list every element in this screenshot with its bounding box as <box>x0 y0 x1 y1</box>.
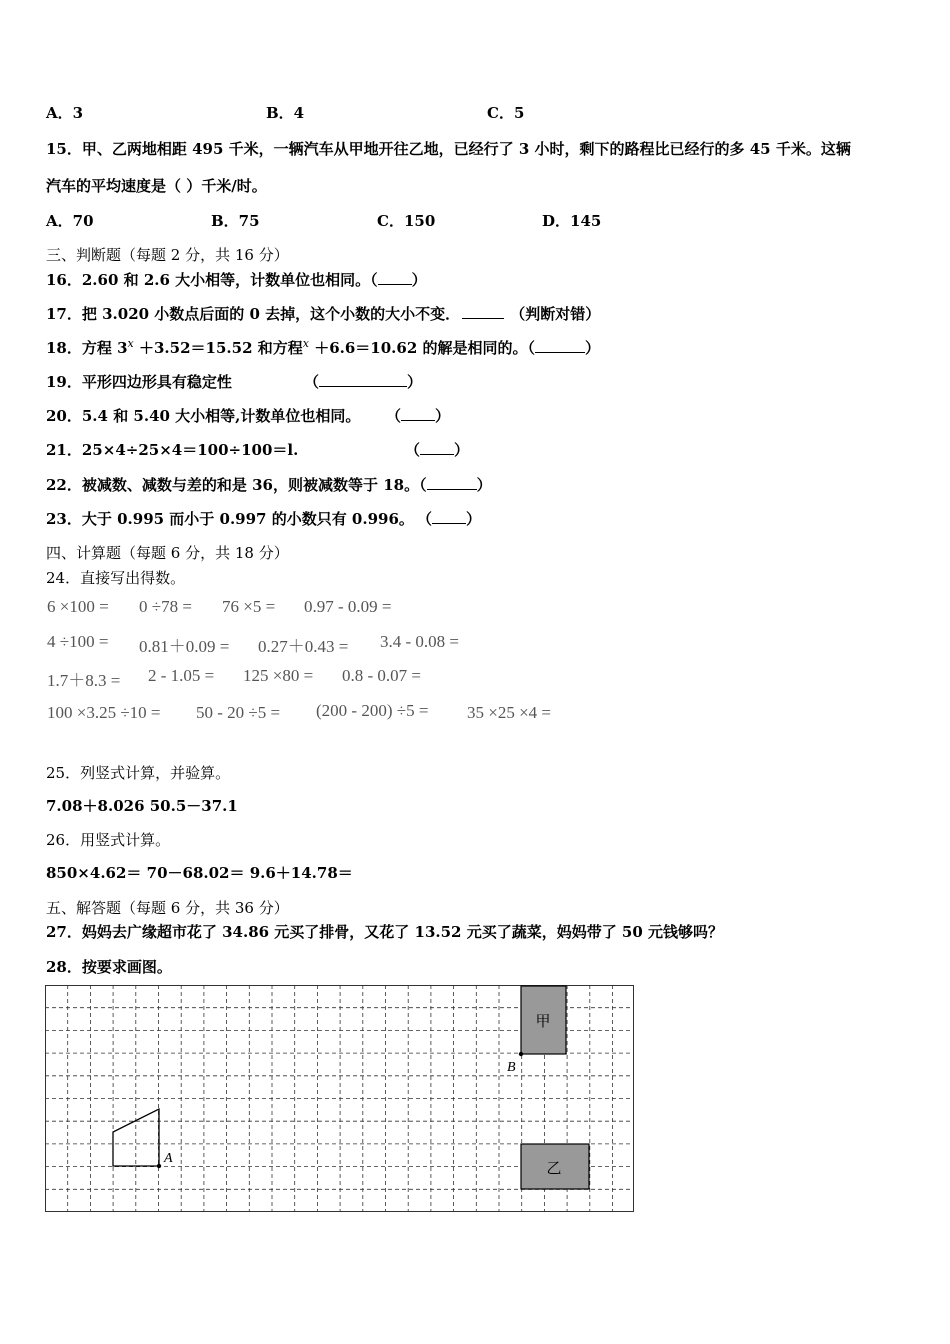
q23-close: ） <box>466 510 482 528</box>
q18 <box>46 337 600 358</box>
q24-title: 24．直接写出得数。 <box>46 569 186 587</box>
q25-exprs: 7.08＋8.026 50.5－37.1 <box>46 797 238 815</box>
q21-close: ） <box>454 441 470 459</box>
q14-options <box>46 102 83 123</box>
q15-line1: 15．甲、乙两地相距 495 千米，一辆汽车从甲地开往乙地，已经行了 3 小时，剩下的路程比已经行的多 45 千米。这辆 <box>46 140 851 158</box>
q23-text: 23．大于 0.995 而小于 0.997 的小数只有 0.996。 <box>46 510 414 528</box>
q18-part1: 18．方程 3 <box>46 339 128 357</box>
point-b-dot <box>519 1052 523 1056</box>
q18-var2: x <box>302 337 309 350</box>
q15-option-b: B．75 <box>211 212 260 230</box>
q15-option-c: C．150 <box>377 212 436 230</box>
q22-text: 22．被减数、减数与差的和是 36，则被减数等于 18。（ <box>46 476 427 494</box>
q19-text: 19．平形四边形具有稳定性 <box>46 373 232 391</box>
q26-exprs: 850×4.62＝ 70－68.02＝ 9.6＋14.78＝ <box>46 864 353 882</box>
q18-close: ） <box>584 339 600 357</box>
section-3-title: 三、判断题（每题 2 分，共 16 分） <box>46 246 289 264</box>
q25-title: 25．列竖式计算，并验算。 <box>46 764 231 782</box>
calc-r2-c2: 0.81＋0.09 = <box>139 637 230 656</box>
q27-text: 27．妈妈去广缘超市花了 34.86 元买了排骨，又花了 13.52 元买了蔬菜，妈妈带了 50 元钱够吗？ <box>46 923 724 941</box>
q20-close: ） <box>435 407 451 425</box>
q15-option-d: D．145 <box>542 212 602 230</box>
calc-r3-c1: 1.7＋8.3 = <box>47 671 121 690</box>
calc-r2-c4: 3.4 - 0.08 = <box>380 632 459 651</box>
calc-r1-c3: 76 ×5 = <box>222 597 276 616</box>
q21-open: （ <box>405 441 421 459</box>
q22-close: ） <box>476 476 492 494</box>
q20-answer <box>386 405 450 426</box>
calc-r4-c1: 100 ×3.25 ÷10 = <box>47 703 161 722</box>
section-4-title: 四、计算题（每题 6 分，共 18 分） <box>46 544 289 562</box>
q17 <box>46 303 600 324</box>
q19-answer <box>304 371 422 392</box>
q19-blank[interactable] <box>319 374 407 387</box>
calc-r2-c3: 0.27＋0.43 = <box>258 637 349 656</box>
q16-blank[interactable] <box>378 272 412 285</box>
drawing-grid <box>45 985 635 1213</box>
trapezoid-shape <box>113 1109 159 1166</box>
calc-r3-c3: 125 ×80 = <box>243 666 314 685</box>
calc-r1-c2: 0 ÷78 = <box>139 597 192 616</box>
q19-open: （ <box>304 373 320 391</box>
q23-answer <box>417 508 481 529</box>
calc-r4-c2: 50 - 20 ÷5 = <box>196 703 281 722</box>
calc-r3-c2: 2 - 1.05 = <box>148 666 215 685</box>
section-5-title: 五、解答题（每题 6 分，共 36 分） <box>46 899 289 917</box>
q28-title: 28．按要求画图。 <box>46 958 172 976</box>
calc-r4-c4: 35 ×25 ×4 = <box>467 703 552 722</box>
shape-yi-label: 乙 <box>546 1159 562 1177</box>
shape-jia-label: 甲 <box>535 1012 551 1030</box>
q26-title: 26．用竖式计算。 <box>46 831 171 849</box>
calc-r2-c1: 4 ÷100 = <box>47 632 109 651</box>
q16-close: ） <box>411 271 427 289</box>
q19-close: ） <box>407 373 423 391</box>
q15-line2: 汽车的平均速度是（ ）千米/时。 <box>46 177 267 195</box>
q21-text: 21．25×4÷25×4＝100÷100＝l. <box>46 441 299 459</box>
q16-text: 16．2.60 和 2.6 大小相等，计数单位也相同。（ <box>46 271 378 289</box>
q21-blank[interactable] <box>420 442 454 455</box>
point-a-label: A <box>164 1151 173 1166</box>
q20-text: 20．5.4 和 5.40 大小相等,计数单位也相同。 <box>46 407 361 425</box>
point-b-label: B <box>507 1060 516 1075</box>
q17-blank[interactable] <box>462 306 504 319</box>
q20-blank[interactable] <box>401 408 435 421</box>
q18-part3: ＋6.6＝10.62 的解是相同的。（ <box>314 339 535 357</box>
q14-option-b: B．4 <box>266 104 305 122</box>
q14-option-a: A．3 <box>46 104 84 122</box>
q18-part2: ＋3.52＝15.52 和方程 <box>139 339 303 357</box>
q23-blank[interactable] <box>432 511 466 524</box>
q18-blank[interactable] <box>535 340 585 353</box>
q17-tail: （判断对错） <box>510 305 601 323</box>
q15-option-a: A．70 <box>46 212 94 230</box>
calc-r3-c4: 0.8 - 0.07 = <box>342 666 421 685</box>
q22-blank[interactable] <box>427 477 477 490</box>
point-a-dot <box>157 1164 161 1168</box>
calc-r4-c3: (200 - 200) ÷5 = <box>316 701 429 720</box>
q18-var1: x <box>127 337 134 350</box>
q21-answer <box>405 439 469 460</box>
q20-open: （ <box>386 407 402 425</box>
calc-r1-c1: 6 ×100 = <box>47 597 109 616</box>
q17-text: 17．把 3.020 小数点后面的 0 去掉，这个小数的大小不变． <box>46 305 461 323</box>
q16 <box>46 269 427 290</box>
q23-open: （ <box>417 510 433 528</box>
q14-option-c: C．5 <box>487 104 525 122</box>
calc-r1-c4: 0.97 - 0.09 = <box>304 597 392 616</box>
q22 <box>46 474 492 495</box>
